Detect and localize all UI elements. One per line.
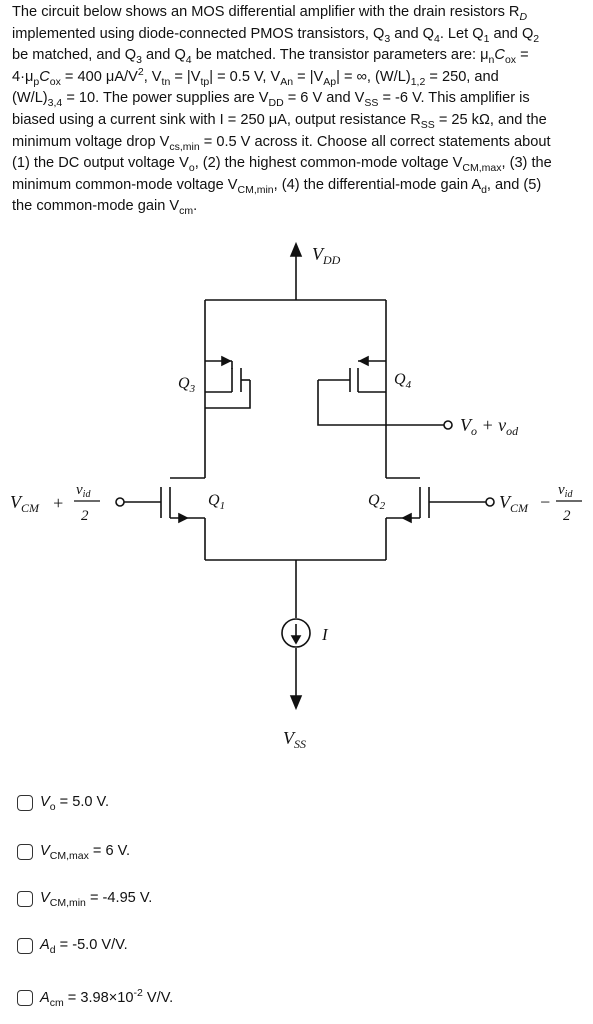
output-label: $V_o + v_{od}$: [460, 415, 519, 438]
problem-line: $4\cdot\mu_pC_{ox} = 400$ $\mu A/V^2$, $V_{tn} = |V_{tp}| = 0.5$ V, $V_{An} = |V_{Ap}|$ = ∞, $(W/L)_{1,2} = 250$, and: [12, 65, 499, 88]
svg-text:2: 2: [81, 508, 89, 524]
problem-line: $(W/L)_{3,4} = 10$. The power supplies are $V_{DD} = 6$ V and $V_{SS} = -6$ V. This amplifier is: [12, 90, 530, 110]
q3-label: $Q_3$: [178, 375, 196, 395]
option-vcm-max[interactable]: [17, 843, 130, 862]
option-checkbox[interactable]: [17, 795, 33, 811]
option-checkbox[interactable]: [17, 891, 33, 907]
problem-line: implemented using diode-connected PMOS transistors, $Q_3$ and $Q_4$. Let $Q_1$ and $Q_2$: [12, 25, 540, 45]
option-vo[interactable]: [17, 794, 109, 813]
output-terminal: [444, 421, 452, 429]
circuit-diagram: [0, 230, 593, 770]
option-label: $V_{CM,max} = 6$ V.: [40, 843, 131, 862]
q2-arrow: [403, 514, 411, 522]
q3-diode-wire: [205, 380, 250, 408]
right-input-label: [499, 482, 582, 524]
svg-text:vid: $v_{id}$: [76, 482, 91, 500]
q1-label: $Q_1$: [208, 492, 226, 512]
q4-arrow: [360, 357, 368, 365]
q3-arrow: [222, 357, 230, 365]
q1-arrow: [179, 514, 187, 522]
option-label: $A_{cm} = 3.98\times 10^{-2}$ V/V.: [40, 987, 174, 1009]
q4-label: $Q_4$: [394, 371, 412, 391]
problem-line: biased using a current sink with I = 250 μA, output resistance $R_{SS} = 25$ kΩ, and the: [12, 111, 547, 131]
vss-arrow: [291, 696, 301, 708]
vdd-label: $V_{DD}$: [312, 244, 341, 267]
option-vcm-min[interactable]: [17, 890, 152, 909]
option-ad[interactable]: [17, 937, 128, 956]
option-label: $V_{CM,min} = -4.95$ V.: [40, 890, 153, 909]
option-label: $A_d = -5.0$ V/V.: [40, 937, 128, 956]
problem-line: the common-mode gain $V_{cm}$.: [12, 198, 198, 218]
problem-statement: [12, 2, 584, 218]
svg-text:2: 2: [563, 508, 571, 524]
current-arrowhead: [292, 636, 300, 643]
vdd-arrow: [291, 244, 301, 256]
left-input-label: [10, 482, 100, 524]
q2-label: $Q_2$: [368, 492, 386, 512]
vss-label: $V_{SS}$: [283, 728, 306, 751]
svg-text:vid: $v_{id}$: [558, 482, 573, 500]
problem-line: minimum common-mode voltage $V_{CM,min}$, (4) the differential-mode gain $A_d$, and (5): [12, 176, 542, 196]
option-checkbox[interactable]: [17, 844, 33, 860]
svg-text:VCM: $V_{CM}$: [499, 492, 528, 515]
option-label: $V_o = 5.0$ V.: [40, 794, 110, 813]
q2-gate-terminal: [486, 498, 494, 506]
q4-diode-wire: [318, 380, 386, 425]
svg-text:+: +: [52, 493, 65, 513]
svg-text:−: −: [539, 492, 552, 512]
current-label: I: [322, 625, 328, 644]
problem-line: minimum voltage drop $V_{cs,min} = 0.5$ V across it. Choose all correct statements about: [12, 133, 551, 153]
problem-line: (1) the DC output voltage $V_o$, (2) the highest common-mode voltage $V_{CM,max}$, (3) the: [12, 155, 552, 175]
option-checkbox[interactable]: [17, 990, 33, 1006]
problem-line: be matched, and $Q_3$ and $Q_4$ be matched. The transistor parameters are: $\mu_nC_{ox}$ =: [12, 47, 529, 67]
option-acm[interactable]: [17, 987, 173, 1009]
svg-text:VCM: $V_{CM}$: [10, 492, 39, 515]
option-checkbox[interactable]: [17, 938, 33, 954]
q1-gate-terminal: [116, 498, 124, 506]
problem-line: The circuit below shows an MOS differential amplifier with the drain resistors $R_D$: [12, 4, 528, 23]
